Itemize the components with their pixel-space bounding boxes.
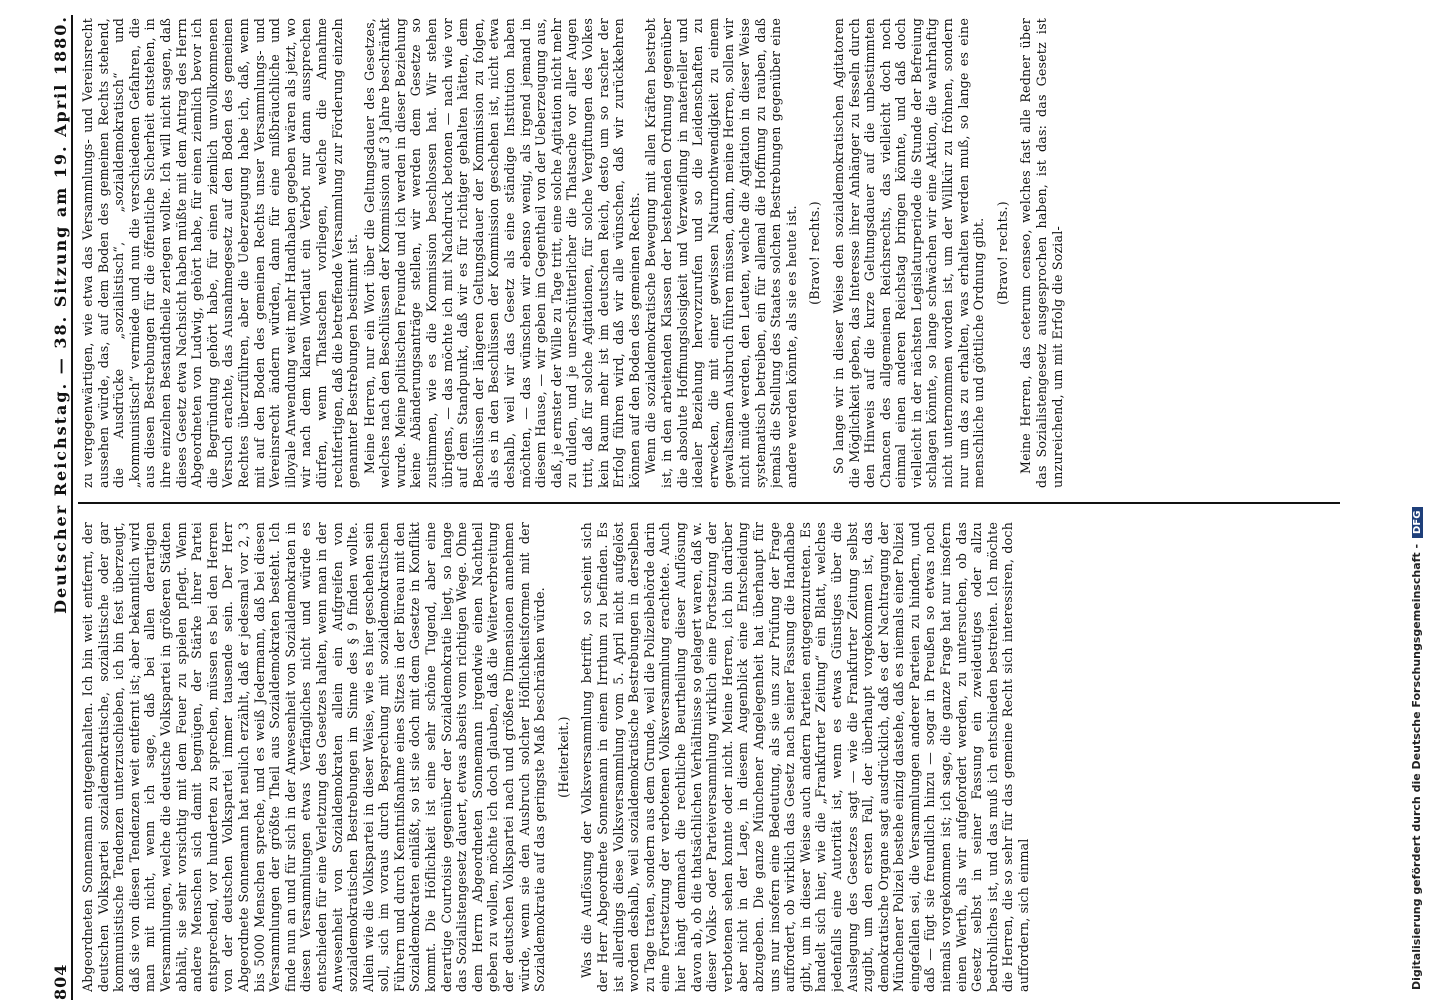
header-rule — [71, 15, 73, 1000]
page-title: Deutscher Reichstag. — 38. Sitzung am 19. April 1880. — [51, 15, 70, 614]
digitization-credit — [1410, 507, 1423, 990]
paragraph: zu vergegenwärtigen, wie etwa das Versammlungs- und Vereinsrecht aussehen würde, das, auf dem Boden des gemeinen Rechts stehend, die Ausdrücke „sozialistisch“, „sozialdemokratisch“ und „kommunistisch“ vermiede und nun die verschiedenen Gefahren, die aus diesen Bestrebungen für die öffentliche Sicherheit entstehen, in ihre einzelnen Bestandtheile zerlegen wollte. Ich will nicht sagen, daß dieses Gesetz etwa Nachsicht haben müßte mit dem Antrag des Herrn Abgeordneten von Ludwig, gehört habe, für einen ziemlich bevor ich die Begründung gehört habe, für einen ziemlich unvollkommenen Versuch erachte, das Ausnahmegesetz auf den Boden des gemeinen Rechtes überzuführen, aber die Ueberzeugung habe ich, daß, wenn mit auf den Boden des gemeinen Rechts unser Versammlungs- und Vereinsrecht ändern würden, dann für eine mißbräuchliche und illoyale Anwendung weit mehr Handhaben gegeben wären als jetzt, wo wir nach dem klaren Wortlaut ein Verbot nur dann aussprechen dürfen, wenn Thatsachen vorliegen, welche die Annahme rechtfertigen, daß die betreffende Versammlung zur Förderung einzeln genannter Bestrebungen bestimmt ist. — [80, 18, 361, 488]
paragraph: Wenn die sozialdemokratische Bewegung mit allen Kräften bestrebt ist, in den arbeitenden Klassen der bestehenden Ordnung gegenüber die absolute Hoffnungslosigkeit und Verzweiflung in materieller und idealer Beziehung hervorzurufen und so die Leidenschaften zu erwecken, die mit einer gewissen Naturnothwendigkeit zu einem gewaltsamen Ausbruch führen müssen, dann, meine Herren, sollen wir nicht müde werden, den Leuten, welche die Agitation in dieser Weise systematisch betreiben, ein für allemal die Hoffnung zu rauben, daß jemals die Stellung des Staates solchen Bestrebungen gegenüber eine andere werden könnte, als sie es heute ist. — [643, 18, 799, 488]
dfg-logo: DFG — [1412, 507, 1423, 538]
interjection: (Bravo! rechts.) — [994, 201, 1010, 305]
paragraph: Abgeordneten Sonnemann entgegenhalten. Ich bin weit entfernt, der deutschen Volkspartei sozialdemokratische, sozialistische oder gar kommunistische Tendenzen unterzuschieben, ich bin fest überzeugt, daß sie von diesen Tendenzen weit entfernt ist; aber bekanntlich wird man mit nicht, wenn ich sage, daß bei allen derartigen Versammlungen, welche die deutsche Volkspartei in größeren Städten abhält, sie sehr vorsichtig mit dem Feuer zu spielen pflegt. Wenn andere Menschen sich damit begnügen, der Stärke ihrer Partei entsprechend, vor hunderten zu sprechen, müssen es bei den Herren von der deutschen Volkspartei immer tausende sein. Der Herr Abgeordnete Sonnemann hat neulich erzählt, daß er jedesmal vor 2, 3 bis 5000 Menschen spreche, und es weiß Jedermann, daß bei diesen Versammlungen der größte Theil aus Sozialdemokraten besteht. Ich finde nun an und für sich in der Anwesenheit von Sozialdemokraten in diesen Versammlungen etwas Verfängliches nicht und würde es entschieden für eine Verletzung des Gesetzes halten, wenn man in der Anwesenheit von Sozialdemokraten allein ein Aufgreifen von sozialdemokratischen Bestrebungen im Sinne des § 9 finden wollte. Allein wie die Volkspartei in dieser Weise, wie es hier geschehen sein soll, sich im voraus durch Besprechung mit sozialdemokratischen Führern und durch Kenntnißnahme eines Sitzes in der Büreau mit den Sozialdemokraten einläßt, so ist sie doch mit dem Gesetze in Konflikt kommt. Die Höflichkeit ist eine sehr schöne Tugend, aber eine derartige Courtoisie gegenüber der Sozialdemokratie liegt, so lange das Sozialistengesetz dauert, etwas abseits vom richtigen Wege. Ohne dem Herrn Abgeordneten Sonnemann irgendwie einen Nachtheil geben zu wollen, möchte ich doch glauben, daß die Weiterverbreitung der deutschen Volkspartei nach und größere Dimensionen annehmen würde, wenn sie den Ausbruch solcher Höflichkeitsformen mit der Sozialdemokratie auf das geringste Maß beschränken würde. — [80, 522, 548, 992]
right-text-column — [80, 18, 1340, 488]
paragraph: Meine Herren, nur ein Wort über die Geltungsdauer des Gesetzes, welches nach den Beschlüssen der Kommission auf 3 Jahre beschränkt wurde. Meine politischen Freunde und ich werden in dieser Beziehung keine Abänderungsanträge stellen, wir werden dem Gesetze so zustimmen, wie es die Kommission beschlossen hat. Wir stehen übrigens, — das möchte ich mit Nachdruck betonen — nach wie vor auf dem Standpunkt, daß wir es für richtiger gehalten hätten, dem Beschlüssen der längeren Geltungsdauer der Kommission zu folgen, als es in den Beschlüssen der Kommission geschehen ist, nicht etwa deshalb, weil wir das Gesetz als eine ständige Institution haben möchten, — das wünschen wir ebenso wenig, als irgend jemand in diesem Hause, — wir geben im Gegentheil von der Ueberzeugung aus, daß, je ernster der Wille zu Tage tritt, eine solche Agitation nicht mehr zu dulden, und je unerschütterlicher die Thatsache vor aller Augen tritt, daß für solche Agitationen, für solche Vergiftungen des Volkes kein Raum mehr ist im deutschen Reich, desto um so rascher der Erfolg führen wird, daß wir alle wünschen, daß wir zurückkehren können auf den Boden des gemeinen Rechts. — [361, 18, 642, 488]
interjection: (Heiterkeit.) — [555, 716, 571, 798]
digitization-credit-text: Digitalisierung gefördert durch die Deutsche Forschungsgemeinschaft - — [1410, 543, 1423, 990]
left-text-column — [80, 522, 1340, 992]
page-header — [40, 15, 70, 1000]
paragraph: Was die Auflösung der Volksversammlung betrifft, so scheint sich der Herr Abgeordnete Sonnemann in einem Irrthum zu befinden. Es ist allerdings diese Volksversammlung vom 5. April nicht aufgelöst worden deshalb, weil sozialdemokratische Bestrebungen in derselben zu Tage traten, sondern aus dem Grunde, weil die Polizeibehörde darin eine Fortsetzung der verbotenen Volksversammlung erachtete. Auch hier hängt demnach die rechtliche Beurtheilung dieser Auflösung davon ab, ob die thatsächlichen Verhältnisse so gelagert waren, daß w. dieser Volks- oder Parteiversammlung wirklich eine Fortsetzung der verbotenen sehen konnte oder nicht. Meine Herren, ich bin darüber aber nicht in der Lage, in diesem Augenblick eine Entscheidung abzugeben. Die ganze Münchener Angelegenheit hat überhaupt für uns nur insofern eine Bedeutung, als sie uns zur Prüfung der Frage auffordert, ob wirklich das Gesetz nach seiner Fassung die Handhabe gibt, um in dieser Weise auch andern Parteien entgegenzutreten. Es handelt sich hier, wie die „Frankfurter Zeitung“ ein Blatt, welches jedenfalls eine Autorität ist, wenn es etwas Günstiges über die Auslegung des Gesetzes sagt — wie die Frankfurter Zeitung selbst zugibt, um den ersten Fall, der überhaupt vorgekommen ist, das demokratische Organe sagt ausdrücklich, daß es der Nachtragung der Münchener Polizei bestehe einzig dastehe, daß es niemals einer Polizei eingefallen sei, die Versammlungen anderer Parteien zu hindern, und daß — fügt sie freundlich hinzu — sogar in Preußen so etwas noch niemals vorgekommen ist; ich sage, die ganze Frage hat nur insofern einen Werth, als wir aufgefordert werden, zu untersuchen, ob das Gesetz selbst in seiner Fassung ein zweideutiges oder allzu bedrohliches ist, und das muß ich entschieden bestreiten. Ich möchte die Herren, die so sehr für das gemeine Recht sich interessiren, doch auffordern, sich einmal — [579, 522, 1032, 992]
interjection: (Bravo! rechts.) — [807, 201, 823, 305]
paragraph: Meine Herren, das ceterum censeo, welches fast alle Redner über das Sozialistengesetz ausgesprochen haben, ist das: das Gesetz ist unzureichend, um mit Erfolg die Sozial- — [1018, 18, 1065, 488]
page-number: 804 — [51, 963, 70, 1000]
column-divider — [78, 502, 1340, 504]
paragraph: So lange wir in dieser Weise den sozialdemokratischen Agitatoren die Möglichkeit geben, das Interesse ihrer Anhänger zu fesseln durch den Hinweis auf die kurze Geltungsdauer auf die unbestimmten Chancen des allgemeinen Reichsrechts, das vielleicht doch noch einmal einen anderen Reichstag bringen könnte, und daß doch vielleicht in der nächsten Legislaturperiode die Stunde der Befreiung schlagen könnte, so lange schwächen wir eine Aktion, die wahrhaftig nicht unternommen worden ist, um der Willkür zu fröhnen, sondern nur um das zu erhalten, was erhalten werden muß, so lange es eine menschliche und göttliche Ordnung gibt. — [830, 18, 987, 488]
